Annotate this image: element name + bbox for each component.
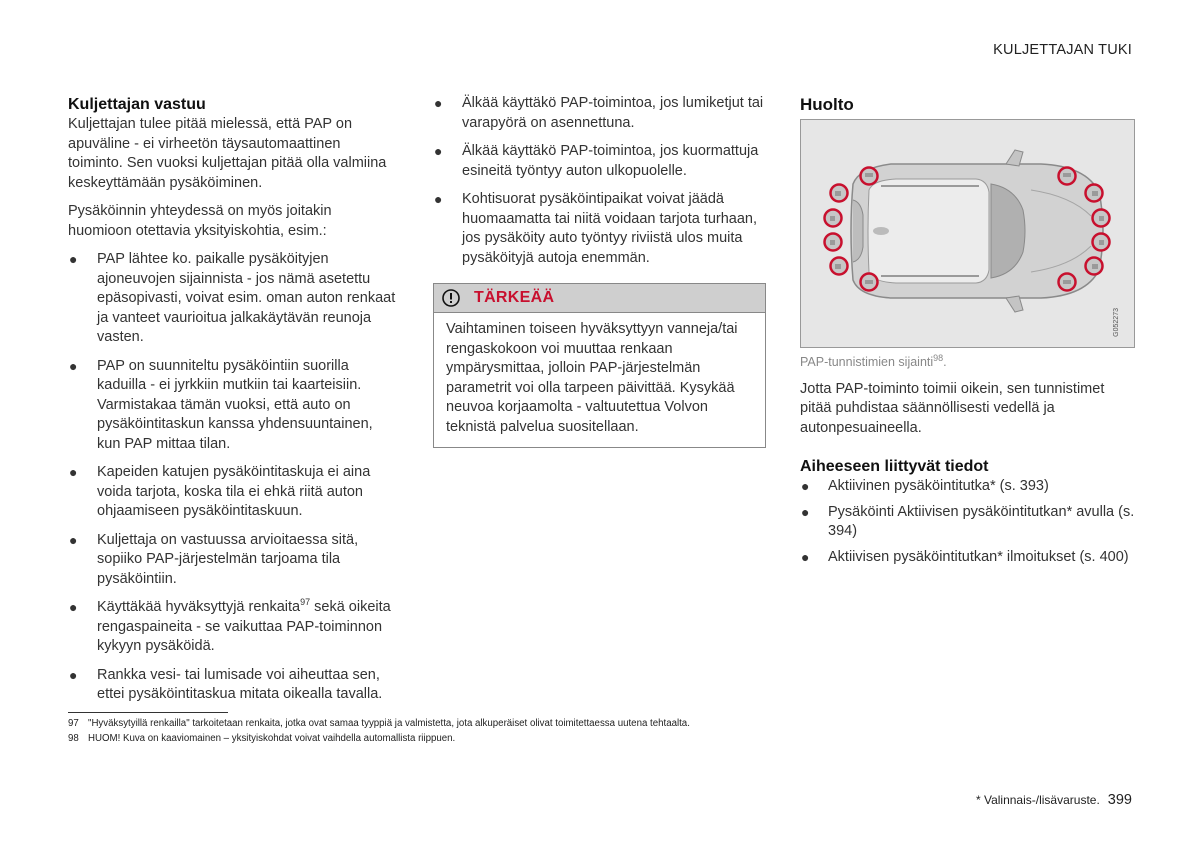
column-middle [433,94,766,448]
bullet-icon: ● [434,143,443,159]
notice-header [434,284,765,313]
list-item: ● Kohtisuorat pysäköintipaikat voivat jäädä huomaamatta tai niitä voidaan tarjota turhaan, jos pysäköity auto työntyy riviistä ulos muita pysäköityjä autoja enemmän. [434,191,758,266]
paragraph: Kuljettajan tulee pitää mielessä, että PAP on apuväline - ei virheetön täysautomaattinen toiminto. Sen vuoksi kuljettajan pitää olla valmiina keskeyttämään pysäköiminen. [68,116,387,191]
car-top-view-illustration [801,120,1134,347]
footnote: 97 "Hyväksytyillä renkailla" tarkoitetaan renkaita, jotka ovat samaa tyyppiä ja valmistetta, jota alkuperäiset olivat toimitettaessa uutena tehtaalta. [68,718,690,729]
bullet-icon: ● [69,251,78,267]
related-links-list [800,477,1135,567]
bullet-icon: ● [434,95,443,111]
figure-caption: PAP-tunnistimien sijainti$^{98}$. [800,352,947,369]
notice-body: Vaihtaminen toiseen hyväksyttyyn vanneja/tai rengaskokoon voi muuttaa renkaan ympärysmittaa, jolloin PAP-järjestelmän parametrit voi olla tarpeen päivittää. Kysykää neuvoa korjaamolta - valtuutettua Volvon teknistä palvelua suositellaan. [446,321,738,435]
footnote-ref[interactable]: 98 [933,352,944,363]
list-item: ● PAP on suunniteltu pysäköintiin suorilla kaduilla - ei jyrkkiin mutkiin tai kaarteisiin. Varmistakaa tämän vuoksi, että auto on pysäköintitaskun kanssa yhdensuuntainen, kun PAP mittaa tilan. [69,357,373,452]
paragraph: Pysäköinnin yhteydessä on myös joitakin huomioon otettavia yksityiskohtia, esim.: [68,203,332,239]
bullet-icon: ● [69,531,78,548]
section-heading-maintenance: Huolto [800,95,854,114]
notice-title: TÄRKEÄÄ [474,289,555,307]
figure-id: G052273 [1112,308,1120,337]
bullet-icon: ● [69,464,78,480]
footnote-divider [68,712,228,713]
section-heading-driver-responsibility: Kuljettajan vastuu [68,96,206,113]
running-header: KULJETTAJAN TUKI [993,42,1132,58]
list-item: ● Käyttäkää hyväksyttyjä renkaita$^{97}$ sekä oikeita rengaspaineita - se vaikuttaa PAP-toiminnon kykyyn pysäköidä. [69,597,391,654]
column-left [68,94,398,714]
bullet-icon: ● [69,666,78,683]
footnotes [68,716,690,746]
footnote: 98 HUOM! Kuva on kaaviomainen – yksityiskohdat voivat vaihdella automallista riippuen. [68,733,456,744]
bullet-icon: ● [801,478,810,494]
bullet-icon: ● [434,191,443,207]
bullet-icon: ● [801,503,810,520]
list-item: ● Älkää käyttäkö PAP-toimintoa, jos kuormattuja esineitä työntyy auton ulkopuolelle. [434,143,759,179]
bullet-icon: ● [69,357,78,374]
list-item: ● Kapeiden katujen pysäköintitaskuja ei aina voida tarjota, koska tila ei ehkä riitä auton ohjaamiseen pysäköintitaskuun. [69,464,371,519]
bullet-icon: ● [69,599,78,615]
related-info-heading: Aiheeseen liittyvät tiedot [800,458,989,475]
column-right [800,94,1135,573]
bullet-list [433,94,766,268]
footnote-ref[interactable]: 97 [300,597,311,608]
list-item: ● Älkää käyttäkö PAP-toimintoa, jos lumiketjut tai varapyörä on asennettuna. [434,95,764,131]
related-link[interactable]: ● Aktiivinen pysäköintitutka* (s. 393) [800,477,1135,497]
list-item: ● Kuljettaja on vastuussa arvioitaessa sitä, sopiiko PAP-järjestelmän tarjoama tila pysäköintiin. [69,531,359,587]
bullet-list [68,250,398,705]
bullet-icon: ● [801,548,810,565]
list-item: ● PAP lähtee ko. paikalle pysäköityjen ajoneuvojen sijainnista - jos nämä asetettu epäsopivasti, voivat esim. oman auton renkaat ja vanteet vaurioitua jalkakäytävän reunoja vasten. [69,251,396,345]
sensor-location-figure [800,119,1135,348]
important-notice-box [433,283,766,448]
related-link[interactable]: ● Pysäköinti Aktiivisen pysäköintitutkan* avulla (s. 394) [801,503,1135,539]
exclamation-icon [442,289,460,307]
list-item: ● Rankka vesi- tai lumisade voi aiheuttaa sen, ettei pysäköintitaskua mitata oikealla tavalla. [69,666,383,702]
related-link[interactable]: ● Aktiivisen pysäköintitutkan* ilmoitukset (s. 400) [800,548,1135,568]
page-number: 399 [1107,792,1132,808]
optional-equipment-note: * Valinnais-/lisävaruste. [975,793,1100,807]
page-footer [976,792,1132,808]
paragraph: Jotta PAP-toiminto toimii oikein, sen tunnistimet pitää puhdistaa säännöllisesti vedellä ja autonpesuaineella. [800,380,1105,436]
